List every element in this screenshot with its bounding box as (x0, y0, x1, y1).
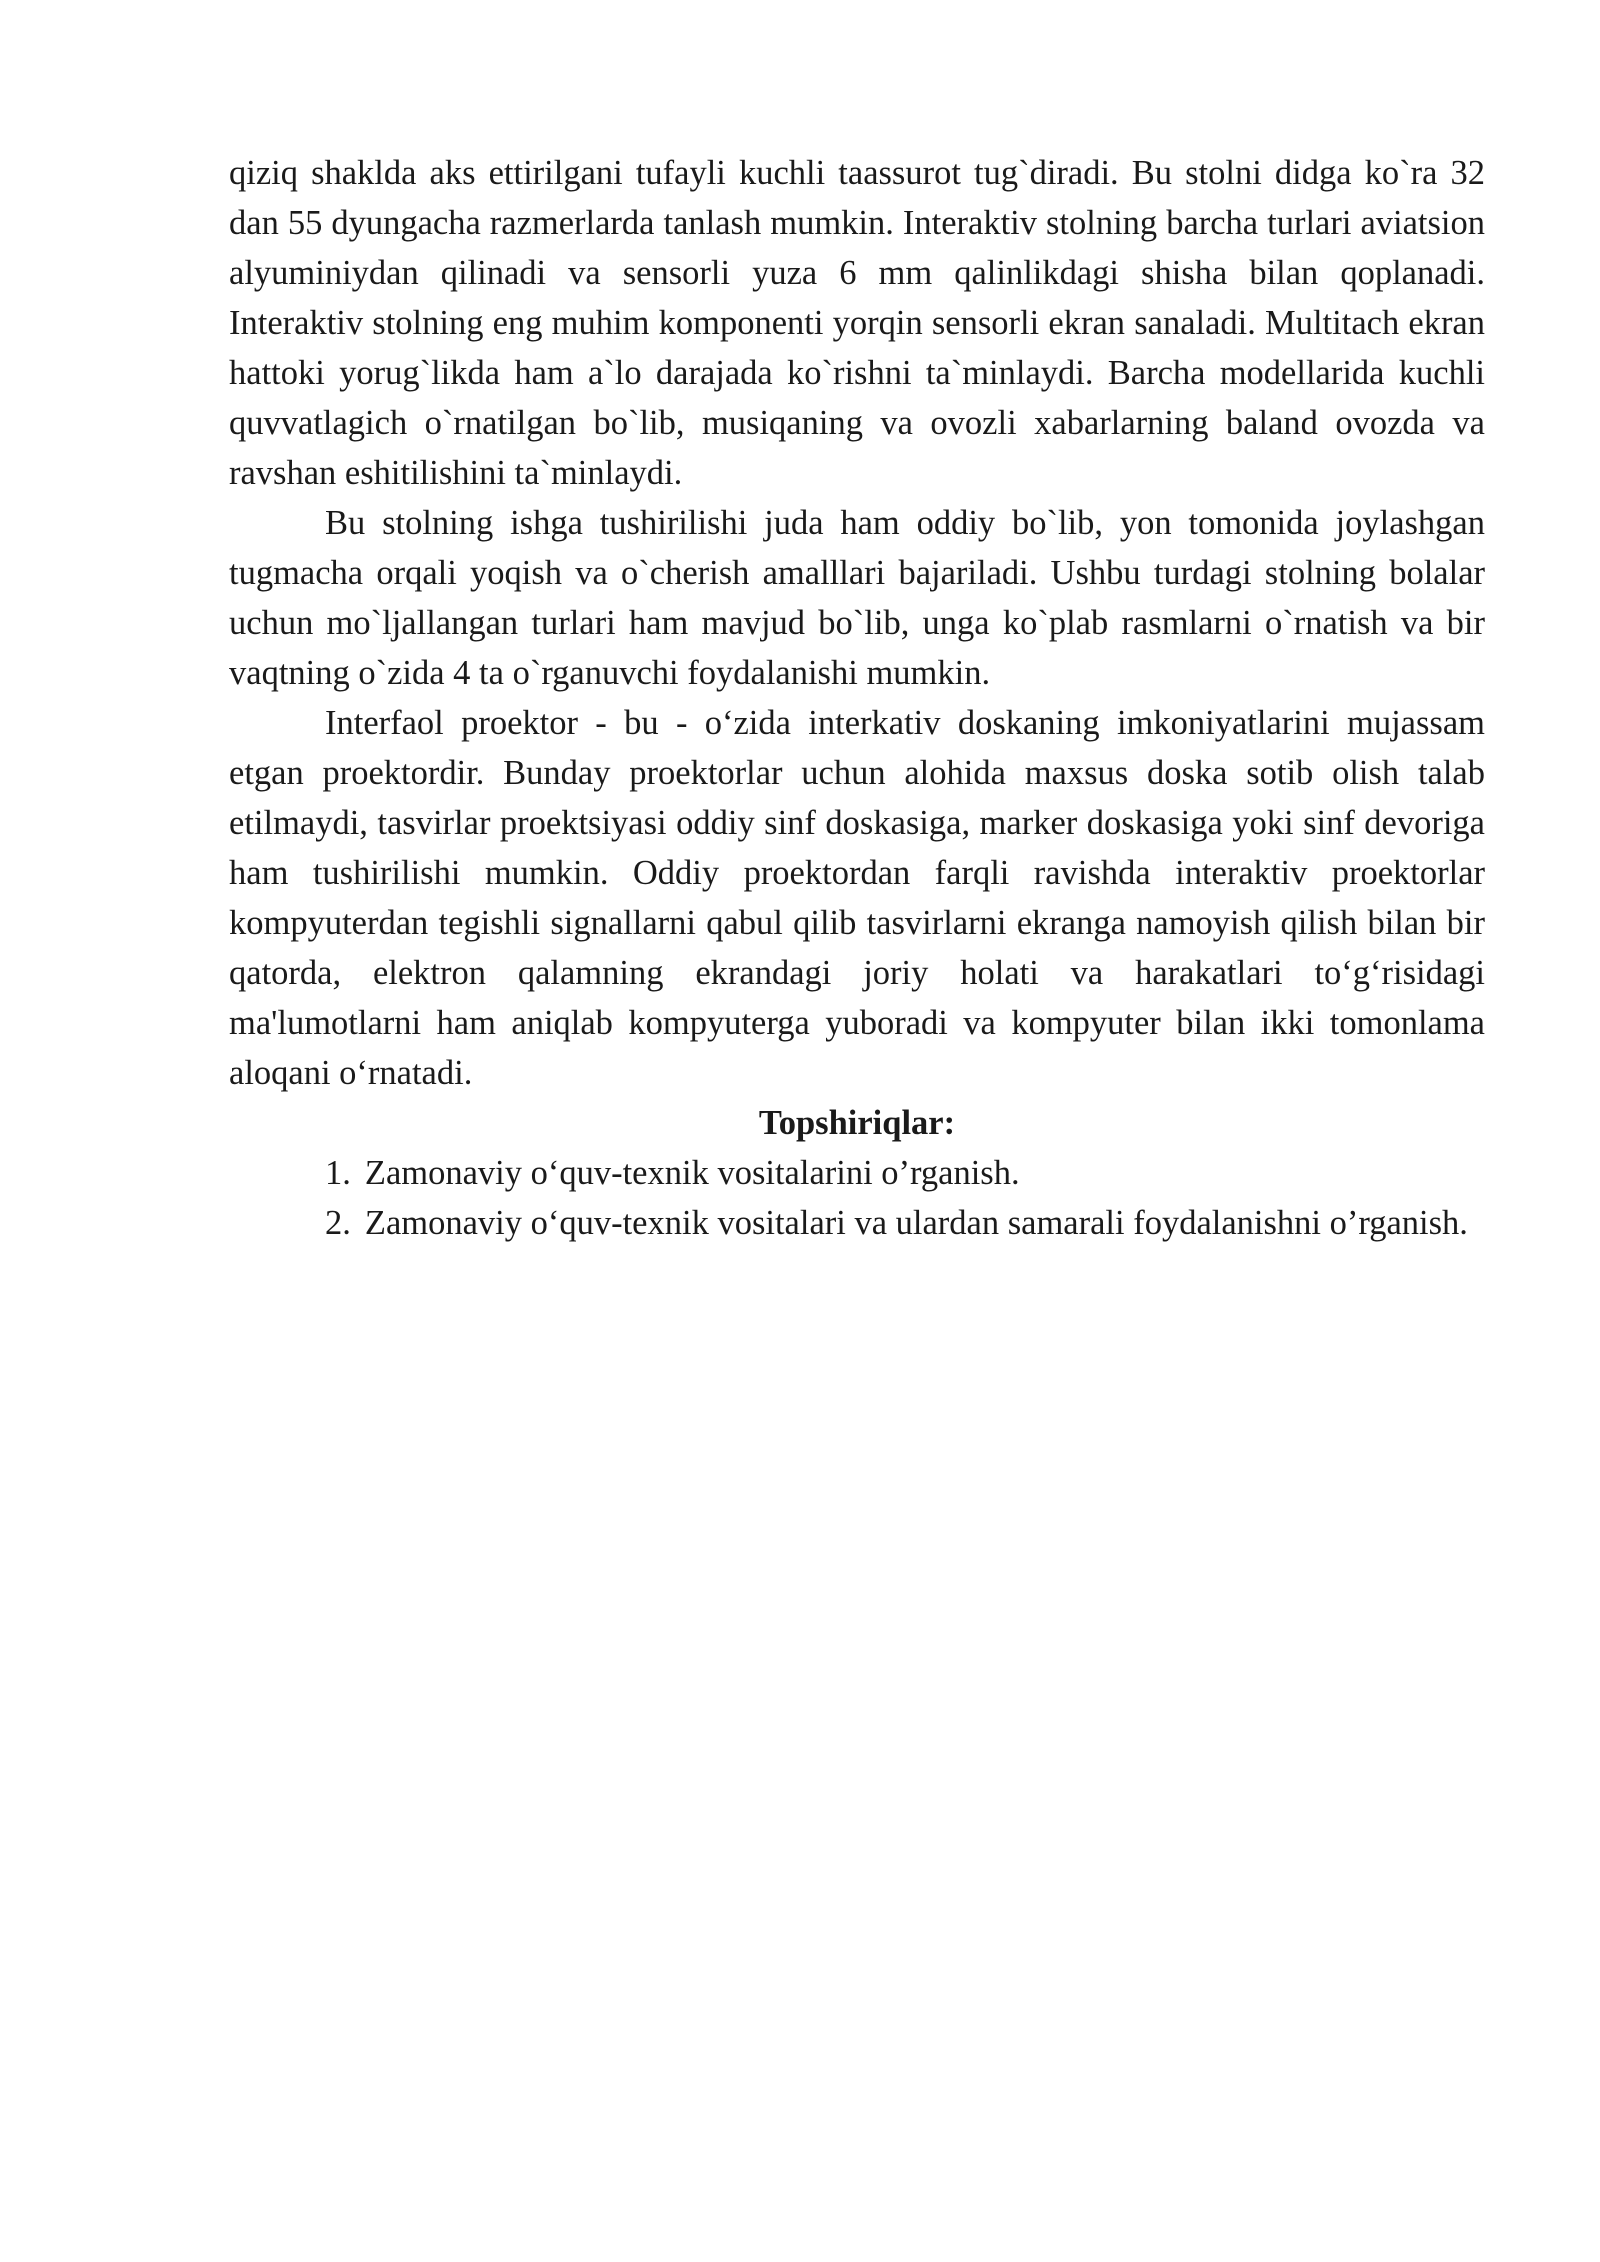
task-text: Zamonaviy oʻquv-texnik vositalarini o’rganish. (364, 1154, 1020, 1192)
task-item (229, 1198, 1485, 1248)
paragraph-table-operation: Bu stolning ishga tushirilishi juda ham oddiy bo`lib, yon tomonida joylashgan tugmacha orqali yoqish va o`cherish amalllari bajariladi. Ushbu turdagi stolning bolalar uchun mo`ljallangan turlari ham mavjud bo`lib, unga ko`plab rasmlarni o`rnatish va bir vaqtning o`zida 4 ta o`rganuvchi foydalanishi mumkin. (229, 504, 1485, 692)
document-page (229, 148, 1485, 1248)
task-number: 1. (325, 1154, 351, 1192)
task-text: Zamonaviy oʻquv-texnik vositalari va ulardan samarali foydalanishni o’rganish. (364, 1204, 1468, 1242)
paragraph-interactive-projector: Interfaol proektor - bu - oʻzida interkativ doskaning imkoniyatlarini mujassam etgan proektordir. Bunday proektorlar uchun alohida maxsus doska sotib olish talab etilmaydi, tasvirlar proektsiyasi oddiy sinf doskasiga, marker doskasiga yoki sinf devoriga ham tushirilishi mumkin. Oddiy proektordan farqli ravishda interaktiv proektorlar kompyuterdan tegishli signallarni qabul qilib tasvirlarni ekranga namoyish qilish bilan bir qatorda, elektron qalamning ekrandagi joriy holati va harakatlari toʻgʻrisidagi ma'lumotlarni ham aniqlab kompyuterga yuboradi va kompyuter bilan ikki tomonlama aloqani oʻrnatadi. (229, 704, 1485, 1092)
tasks-heading: Topshiriqlar: (758, 1104, 956, 1142)
task-item (229, 1148, 1485, 1198)
task-number: 2. (325, 1204, 351, 1242)
paragraph-interactive-table: qiziq shaklda aks ettirilgani tufayli kuchli taassurot tug`diradi. Bu stolni didga ko`ra 32 dan 55 dyungacha razmerlarda tanlash mumkin. Interaktiv stolning barcha turlari aviatsion alyuminiydan qilinadi va sensorli yuza 6 mm qalinlikdagi shisha bilan qoplanadi. Interaktiv stolning eng muhim komponenti yorqin sensorli ekran sanaladi. Multitach ekran hattoki yorug`likda ham a`lo darajada ko`rishni ta`minlaydi. Barcha modellarida kuchli quvvatlagich o`rnatilgan bo`lib, musiqaning va ovozli xabarlarning baland ovozda va ravshan eshitilishini ta`minlaydi. (229, 154, 1485, 492)
